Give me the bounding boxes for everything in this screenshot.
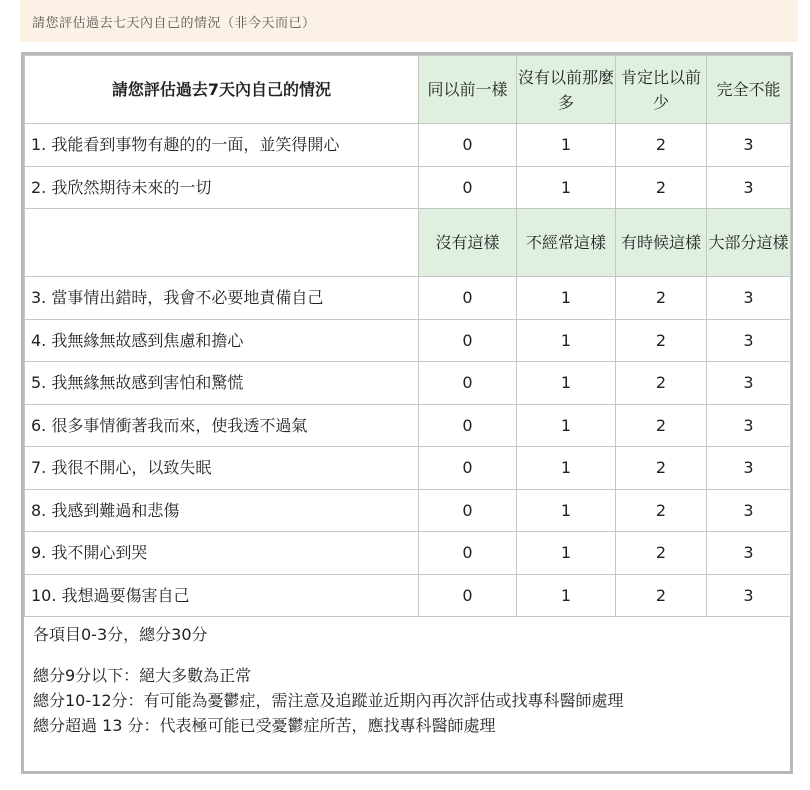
score-cell: 3 (707, 166, 791, 209)
score-cell: 1 (517, 166, 616, 209)
score-cell: 0 (419, 447, 517, 490)
table-row (25, 362, 791, 405)
question-text: 7. 我很不開心，以致失眠 (25, 447, 419, 490)
score-cell: 2 (616, 362, 707, 405)
score-cell: 0 (419, 277, 517, 320)
score-cell: 0 (419, 489, 517, 532)
table-title: 請您評估過去7天內自己的情況 (25, 56, 419, 124)
score-cell: 0 (419, 362, 517, 405)
score-cell: 3 (707, 319, 791, 362)
scoring-notes (33, 622, 773, 738)
score-cell: 3 (707, 574, 791, 617)
option-header: 沒有這樣 (419, 209, 517, 277)
score-cell: 3 (707, 277, 791, 320)
question-text: 10. 我想過要傷害自己 (25, 574, 419, 617)
option-header: 完全不能 (707, 56, 791, 124)
table-row (25, 574, 791, 617)
score-cell: 1 (517, 489, 616, 532)
question-text: 5. 我無緣無故感到害怕和驚慌 (25, 362, 419, 405)
question-text: 6. 很多事情衝著我而來，使我透不過氣 (25, 404, 419, 447)
score-cell: 0 (419, 319, 517, 362)
score-cell: 2 (616, 166, 707, 209)
score-cell: 0 (419, 574, 517, 617)
epds-table (24, 55, 791, 617)
score-cell: 3 (707, 489, 791, 532)
score-cell: 0 (419, 166, 517, 209)
score-cell: 1 (517, 404, 616, 447)
score-cell: 1 (517, 447, 616, 490)
empty-header-cell (25, 209, 419, 277)
question-text: 3. 當事情出錯時，我會不必要地責備自己 (25, 277, 419, 320)
score-cell: 1 (517, 277, 616, 320)
question-text: 2. 我欣然期待未來的一切 (25, 166, 419, 209)
scoring-rule: 各項目0-3分，總分30分 (33, 625, 208, 644)
score-cell: 2 (616, 447, 707, 490)
score-cell: 3 (707, 124, 791, 167)
option-header: 肯定比以前少 (616, 56, 707, 124)
table-row (25, 166, 791, 209)
score-cell: 1 (517, 362, 616, 405)
header-row-1 (25, 56, 791, 124)
option-header: 不經常這樣 (517, 209, 616, 277)
score-cell: 3 (707, 532, 791, 575)
table-row (25, 277, 791, 320)
score-cell: 3 (707, 447, 791, 490)
header-text: 請您評估過去七天內自己的情況（非今天而已） (32, 16, 316, 31)
question-text: 9. 我不開心到哭 (25, 532, 419, 575)
score-cell: 0 (419, 404, 517, 447)
score-cell: 1 (517, 532, 616, 575)
score-cell: 3 (707, 404, 791, 447)
table-row (25, 489, 791, 532)
table-row (25, 447, 791, 490)
header-row-2 (25, 209, 791, 277)
question-text: 1. 我能看到事物有趣的的一面，並笑得開心 (25, 124, 419, 167)
score-cell: 0 (419, 124, 517, 167)
score-cell: 1 (517, 574, 616, 617)
question-text: 8. 我感到難過和悲傷 (25, 489, 419, 532)
table-row (25, 404, 791, 447)
score-cell: 2 (616, 124, 707, 167)
table-row (25, 319, 791, 362)
score-cell: 1 (517, 124, 616, 167)
score-cell: 2 (616, 574, 707, 617)
score-cell: 2 (616, 532, 707, 575)
score-cell: 3 (707, 362, 791, 405)
table-row (25, 532, 791, 575)
interpretation-line: 總分10-12分：有可能為憂鬱症，需注意及追蹤並近期內再次評估或找專科醫師處理 (33, 691, 624, 710)
score-cell: 2 (616, 489, 707, 532)
option-header: 有時候這樣 (616, 209, 707, 277)
interpretation-line: 總分超過 13 分：代表極可能已受憂鬱症所苦，應找專科醫師處理 (33, 716, 496, 735)
score-cell: 1 (517, 319, 616, 362)
table-row (25, 124, 791, 167)
option-header: 大部分這樣 (707, 209, 791, 277)
question-text: 4. 我無緣無故感到焦慮和擔心 (25, 319, 419, 362)
score-cell: 2 (616, 277, 707, 320)
score-cell: 2 (616, 404, 707, 447)
option-header: 沒有以前那麼多 (517, 56, 616, 124)
score-cell: 0 (419, 532, 517, 575)
option-header: 同以前一樣 (419, 56, 517, 124)
interpretation-line: 總分9分以下：絕大多數為正常 (33, 666, 252, 685)
score-cell: 2 (616, 319, 707, 362)
